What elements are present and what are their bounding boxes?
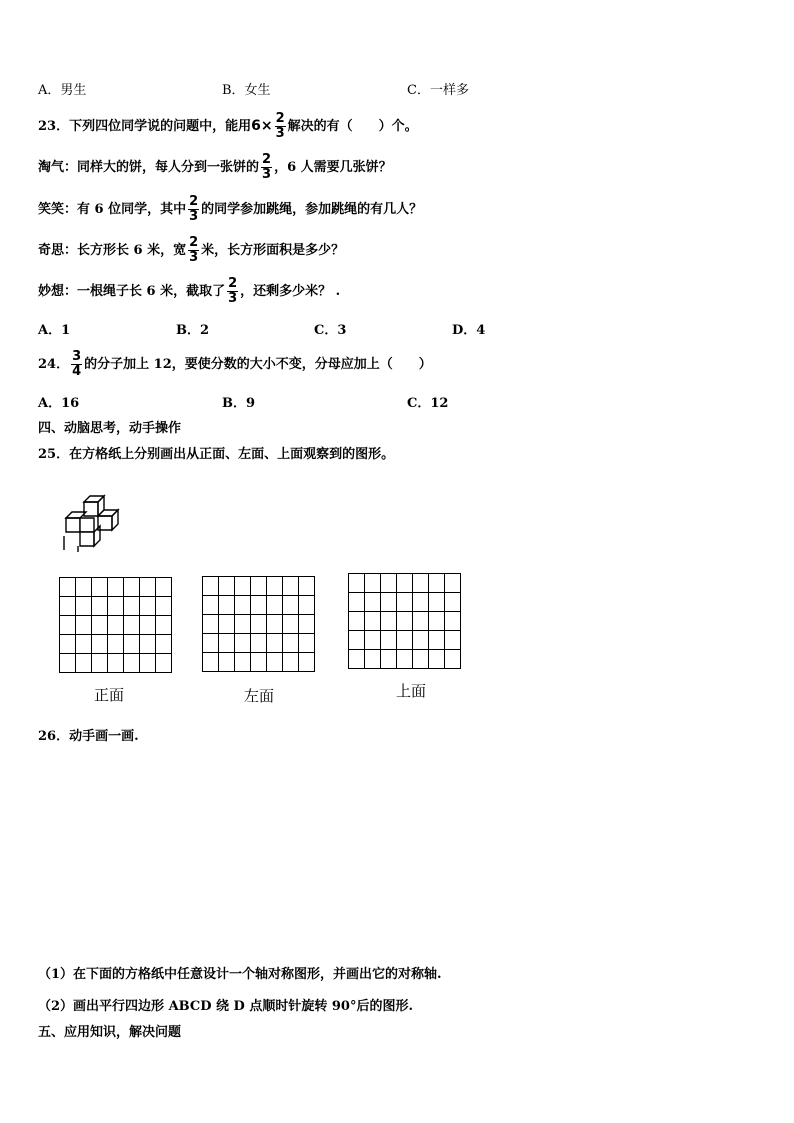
- grid-cell[interactable]: [60, 635, 76, 654]
- grid-cell[interactable]: [124, 635, 140, 654]
- grid-cell[interactable]: [108, 616, 124, 635]
- q23-expr-lead: 6: [251, 118, 261, 134]
- grid-cell[interactable]: [365, 612, 381, 631]
- q23-qisi: 奇思：长方形长 6 米，宽 $\frac{2}{3}$ 米，长方形面积是多少？: [38, 235, 345, 265]
- q23-xiaoxiao: 笑笑：有 6 位同学，其中 $\frac{2}{3}$ 的同学参加跳绳，参加跳绳的有几人？: [38, 194, 423, 224]
- grid-cell[interactable]: [76, 654, 92, 673]
- grid-cell[interactable]: [429, 574, 445, 593]
- q22-option-b: B．女生: [222, 83, 271, 98]
- q24-fraction: $\frac{3}{4}$: [72, 349, 82, 379]
- grid-cell[interactable]: [60, 616, 76, 635]
- grid-cell[interactable]: [381, 593, 397, 612]
- top-view-grid[interactable]: [348, 573, 461, 669]
- grid-cell[interactable]: [445, 574, 461, 593]
- grid-cell[interactable]: [267, 596, 283, 615]
- grid-cell[interactable]: [267, 653, 283, 672]
- grid-cell[interactable]: [92, 616, 108, 635]
- q24-option-b: B．9: [222, 396, 256, 411]
- grid-cell[interactable]: [219, 577, 235, 596]
- grid-cell[interactable]: [381, 631, 397, 650]
- q24-option-a: A．16: [38, 396, 80, 411]
- grid-cell[interactable]: [124, 654, 140, 673]
- grid-cell[interactable]: [381, 650, 397, 669]
- grid-cell[interactable]: [349, 612, 365, 631]
- grid-cell[interactable]: [156, 654, 172, 673]
- grid-cell[interactable]: [283, 577, 299, 596]
- grid-cell[interactable]: [76, 597, 92, 616]
- left-view-caption: 左面: [244, 687, 275, 705]
- grid-cell[interactable]: [299, 653, 315, 672]
- grid-cell[interactable]: [203, 615, 219, 634]
- grid-cell[interactable]: [349, 593, 365, 612]
- q23-xiaoxiao-fraction: $\frac{2}{3}$: [189, 194, 199, 224]
- q23-option-d: D．4: [452, 323, 486, 338]
- q23-expr-fraction: $\frac{2}{3}$: [275, 111, 285, 141]
- grid-cell[interactable]: [267, 577, 283, 596]
- grid-cell[interactable]: [140, 616, 156, 635]
- grid-cell[interactable]: [299, 577, 315, 596]
- grid-cell[interactable]: [219, 634, 235, 653]
- grid-cell[interactable]: [156, 597, 172, 616]
- q23-taoqi-fraction: $\frac{2}{3}$: [262, 152, 272, 182]
- grid-cell[interactable]: [283, 653, 299, 672]
- grid-cell[interactable]: [445, 650, 461, 669]
- grid-cell[interactable]: [203, 634, 219, 653]
- section-5-heading: 五、应用知识，解决问题: [38, 1025, 182, 1040]
- grid-cell[interactable]: [203, 596, 219, 615]
- grid-cell[interactable]: [108, 654, 124, 673]
- q24-stem: 24． $\frac{3}{4}$ 的分子加上 12，要使分数的大小不变，分母应加上（ ）: [38, 349, 432, 379]
- q22-option-c: C．一样多: [407, 83, 469, 98]
- grid-cell[interactable]: [397, 593, 413, 612]
- q22-option-a: A．男生: [38, 83, 87, 98]
- cube-stack-figure: [56, 492, 136, 554]
- front-view-grid[interactable]: [59, 577, 172, 673]
- grid-cell[interactable]: [124, 578, 140, 597]
- grid-cell[interactable]: [283, 596, 299, 615]
- grid-cell[interactable]: [283, 615, 299, 634]
- grid-cell[interactable]: [76, 616, 92, 635]
- grid-cell[interactable]: [235, 615, 251, 634]
- q23-option-a: A．1: [38, 323, 71, 338]
- grid-cell[interactable]: [156, 635, 172, 654]
- q26-sub2: （2）画出平行四边形 ABCD 绕 D 点顺时针旋转 90°后的图形.: [38, 999, 414, 1014]
- grid-cell[interactable]: [445, 612, 461, 631]
- grid-cell[interactable]: [235, 653, 251, 672]
- grid-cell[interactable]: [92, 654, 108, 673]
- grid-cell[interactable]: [235, 577, 251, 596]
- grid-cell[interactable]: [140, 635, 156, 654]
- grid-cell[interactable]: [251, 615, 267, 634]
- grid-cell[interactable]: [429, 631, 445, 650]
- grid-cell[interactable]: [365, 650, 381, 669]
- grid-cell[interactable]: [108, 635, 124, 654]
- grid-cell[interactable]: [445, 593, 461, 612]
- q26-stem: 26．动手画一画.: [38, 729, 139, 744]
- grid-cell[interactable]: [124, 597, 140, 616]
- front-view-caption: 正面: [94, 686, 125, 704]
- grid-cell[interactable]: [429, 612, 445, 631]
- grid-cell[interactable]: [413, 593, 429, 612]
- grid-cell[interactable]: [108, 597, 124, 616]
- grid-cell[interactable]: [124, 616, 140, 635]
- section-4-heading: 四、动脑思考，动手操作: [38, 421, 182, 436]
- grid-cell[interactable]: [219, 653, 235, 672]
- grid-cell[interactable]: [140, 578, 156, 597]
- grid-cell[interactable]: [349, 574, 365, 593]
- grid-cell[interactable]: [445, 631, 461, 650]
- left-view-grid[interactable]: [202, 576, 315, 672]
- grid-cell[interactable]: [397, 631, 413, 650]
- grid-cell[interactable]: [203, 653, 219, 672]
- grid-cell[interactable]: [413, 631, 429, 650]
- grid-cell[interactable]: [156, 616, 172, 635]
- grid-cell[interactable]: [108, 578, 124, 597]
- grid-cell[interactable]: [235, 634, 251, 653]
- grid-cell[interactable]: [397, 574, 413, 593]
- grid-cell[interactable]: [349, 650, 365, 669]
- q23-taoqi: 淘气：同样大的饼，每人分到一张饼的 $\frac{2}{3}$ ，6 人需要几张饼？: [38, 152, 392, 182]
- grid-cell[interactable]: [413, 612, 429, 631]
- q23-stem: [38, 112, 418, 141]
- q23-stem-pre: 23．下列四位同学说的问题中，能用: [38, 119, 252, 134]
- grid-cell[interactable]: [283, 634, 299, 653]
- grid-cell[interactable]: [251, 653, 267, 672]
- q23-option-c: C．3: [314, 323, 347, 338]
- q23-miaoxiang-fraction: $\frac{2}{3}$: [228, 276, 238, 306]
- grid-cell[interactable]: [92, 578, 108, 597]
- q23-stem-post: 解决的有（ ）个。: [287, 119, 418, 134]
- grid-cell[interactable]: [219, 596, 235, 615]
- grid-cell[interactable]: [267, 634, 283, 653]
- grid-cell[interactable]: [381, 574, 397, 593]
- grid-cell[interactable]: [413, 650, 429, 669]
- grid-cell[interactable]: [381, 612, 397, 631]
- grid-cell[interactable]: [429, 650, 445, 669]
- grid-cell[interactable]: [251, 577, 267, 596]
- grid-cell[interactable]: [76, 578, 92, 597]
- q23-qisi-fraction: $\frac{2}{3}$: [189, 235, 199, 265]
- grid-cell[interactable]: [429, 593, 445, 612]
- grid-cell[interactable]: [299, 596, 315, 615]
- grid-cell[interactable]: [60, 578, 76, 597]
- grid-cell[interactable]: [365, 593, 381, 612]
- grid-cell[interactable]: [60, 597, 76, 616]
- grid-cell[interactable]: [235, 596, 251, 615]
- grid-cell[interactable]: [92, 635, 108, 654]
- grid-cell[interactable]: [349, 631, 365, 650]
- grid-cell[interactable]: [299, 634, 315, 653]
- top-view-caption: 上面: [396, 682, 427, 700]
- q24-option-c: C．12: [407, 396, 449, 411]
- q25-stem: 25．在方格纸上分别画出从正面、左面、上面观察到的图形。: [38, 447, 395, 462]
- grid-cell[interactable]: [140, 597, 156, 616]
- grid-cell[interactable]: [299, 615, 315, 634]
- q23-option-b: B．2: [176, 323, 210, 338]
- grid-cell[interactable]: [251, 634, 267, 653]
- grid-cell[interactable]: [397, 612, 413, 631]
- grid-cell[interactable]: [203, 577, 219, 596]
- q23-miaoxiang: 妙想：一根绳子长 6 米，截取了 $\frac{2}{3}$ ，还剩多少米？ .: [38, 276, 341, 306]
- grid-cell[interactable]: [60, 654, 76, 673]
- grid-cell[interactable]: [413, 574, 429, 593]
- grid-cell[interactable]: [267, 615, 283, 634]
- grid-cell[interactable]: [251, 596, 267, 615]
- grid-cell[interactable]: [365, 631, 381, 650]
- q23-expr-times: ×: [260, 118, 273, 134]
- grid-cell[interactable]: [76, 635, 92, 654]
- grid-cell[interactable]: [365, 574, 381, 593]
- grid-cell[interactable]: [397, 650, 413, 669]
- grid-cell[interactable]: [156, 578, 172, 597]
- grid-cell[interactable]: [219, 615, 235, 634]
- q26-sub1: （1）在下面的方格纸中任意设计一个轴对称图形，并画出它的对称轴.: [38, 967, 442, 982]
- grid-cell[interactable]: [92, 597, 108, 616]
- grid-cell[interactable]: [140, 654, 156, 673]
